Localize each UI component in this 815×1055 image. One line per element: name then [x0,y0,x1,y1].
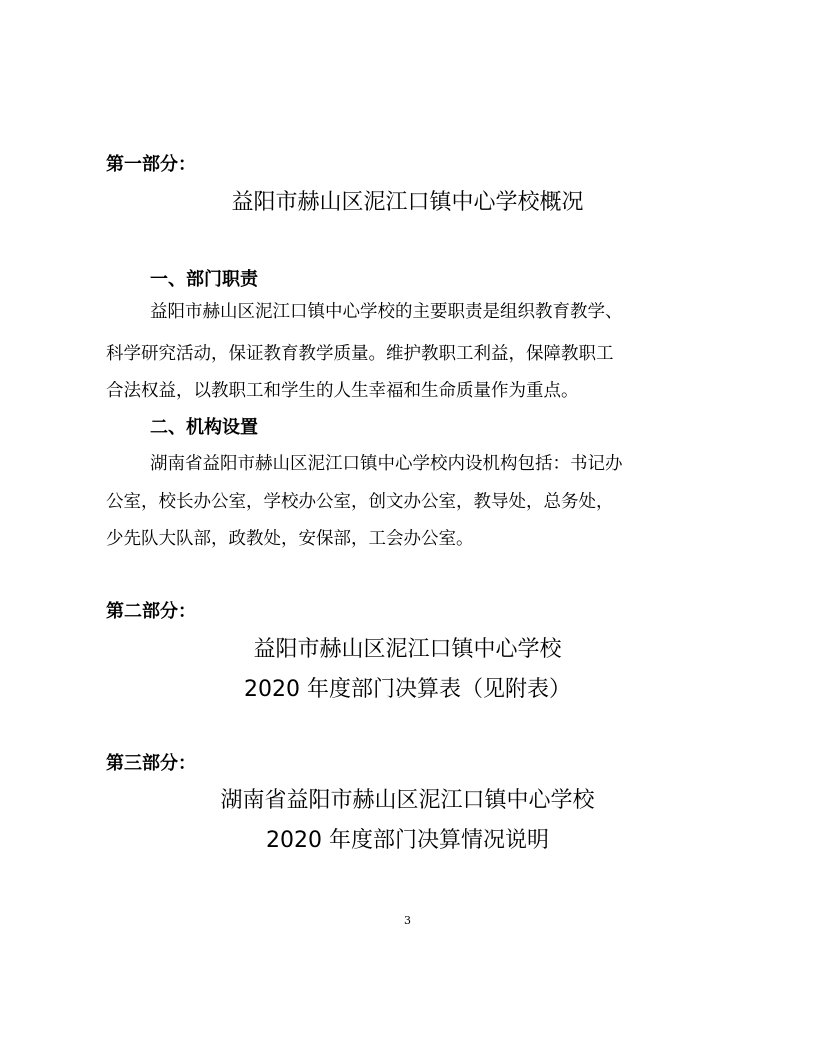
part3-title-line-2: 2020 年度部门决算情况说明 [266,828,549,853]
section2-heading: 二、机构设置 [150,417,258,438]
part3-title-line-1: 湖南省益阳市赫山区泥江口镇中心学校 [220,788,595,813]
section1-line-2: 科学研究活动，保证教育教学质量。维护教职工利益，保障教职工 [106,344,614,364]
section2-line-3: 少先队大队部，政教处，安保部，工会办公室。 [106,529,474,549]
section1-line-1: 益阳市赫山区泥江口镇中心学校的主要职责是组织教育教学、 [150,302,623,322]
section1-heading: 一、部门职责 [150,269,258,290]
section1-line-3: 合法权益，以教职工和学生的人生幸福和生命质量作为重点。 [106,381,579,401]
section2-line-2: 公室，校长办公室，学校办公室，创文办公室，教导处，总务处， [106,492,614,512]
part2-title-line-1: 益阳市赫山区泥江口镇中心学校 [253,637,562,662]
section2-line-1: 湖南省益阳市赫山区泥江口镇中心学校内设机构包括：书记办 [150,454,623,474]
part3-heading: 第三部分： [106,753,196,774]
part2-title-line-2: 2020 年度部门决算表（见附表） [244,677,571,702]
part2-heading: 第二部分： [106,601,196,622]
part1-title: 益阳市赫山区泥江口镇中心学校概况 [231,190,584,215]
part1-heading: 第一部分： [106,154,196,175]
page-number: 3 [404,914,411,927]
